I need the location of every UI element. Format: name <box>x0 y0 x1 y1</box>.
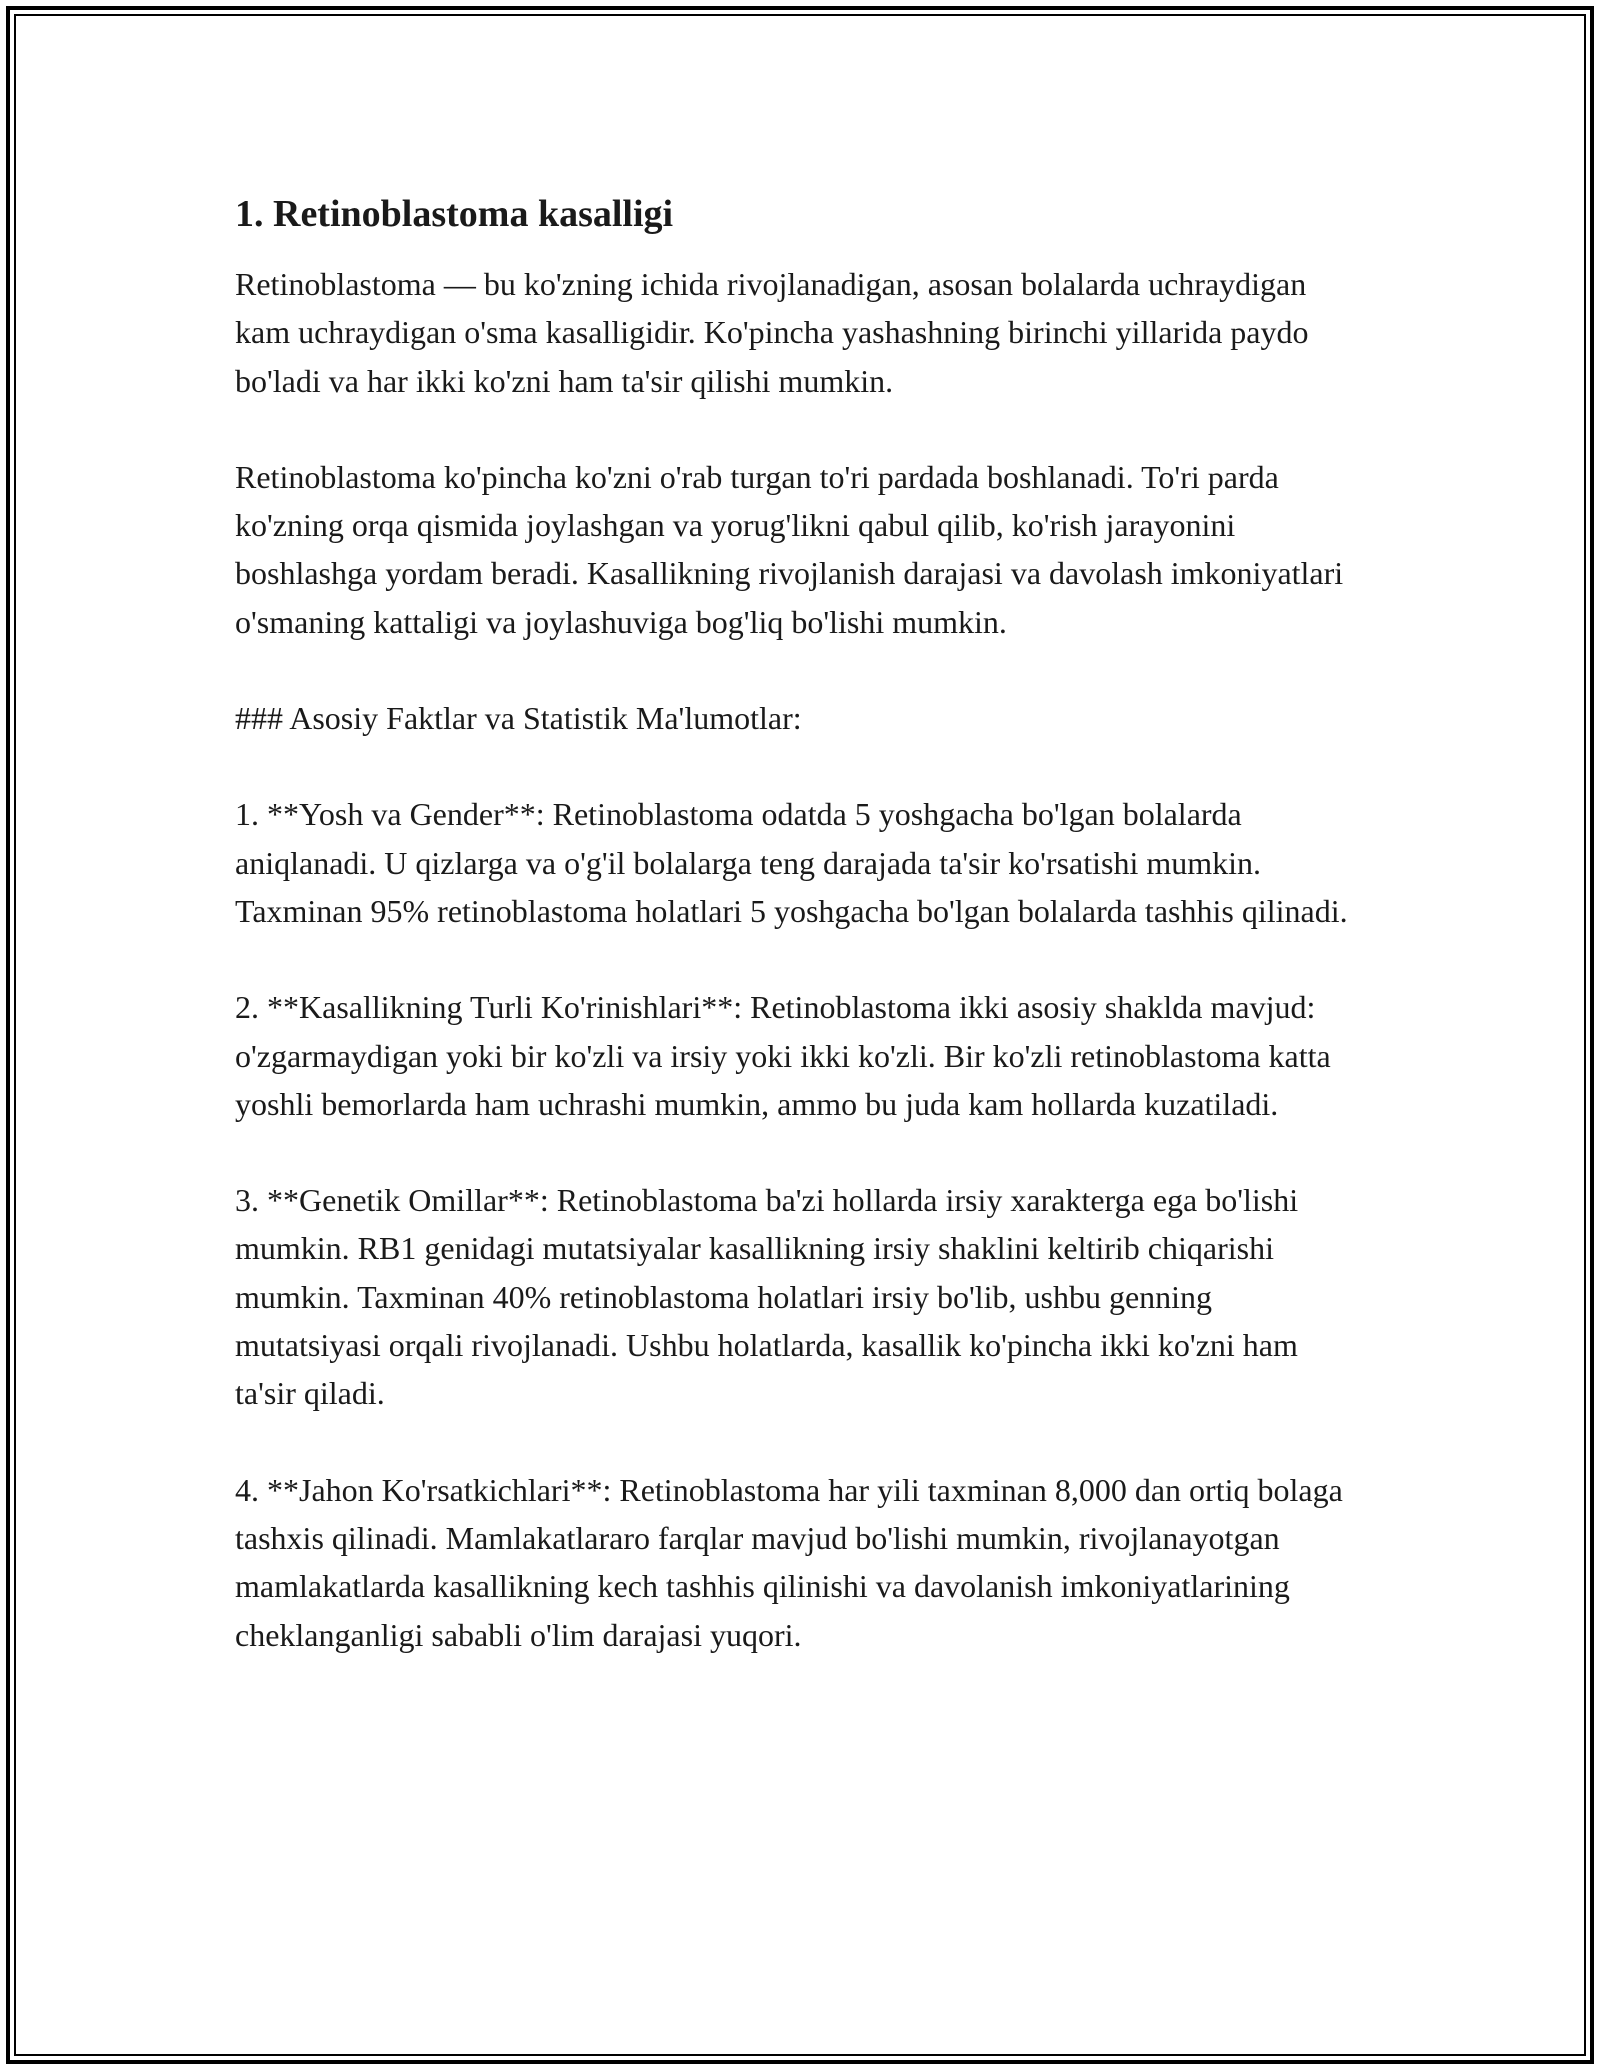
paragraph-retina: Retinoblastoma ko'pincha ko'zni o'rab turgan to'ri pardada boshlanadi. To'ri parda ko'zning orqa qismida joylashgan va yorug'likni qabul qilib, ko'rish jarayonini boshlashga yordam beradi. Kasallikning rivojlanish darajasi va davolash imkoniyatlari o'smaning kattaligi va joylashuviga bog'liq bo'lishi mumkin. <box>235 458 1344 640</box>
document-title: 1. Retinoblastoma kasalligi <box>235 193 674 235</box>
section-heading-facts: ### Asosiy Faktlar va Statistik Ma'lumotlar: <box>235 700 802 737</box>
list-item-disease-forms: 2. **Kasallikning Turli Ko'rinishlari**: Retinoblastoma ikki asosiy shaklda mavjud: o'zgarmaydigan yoki bir ko'zli va irsiy yoki ikki ko'zli. Bir ko'zli retinoblastoma katta yoshli bemorlarda ham uchrashi mumkin, ammo bu juda kam hollarda kuzatiladi. <box>235 989 1331 1122</box>
document-body <box>235 190 1365 1707</box>
list-item-age-gender: 1. **Yosh va Gender**: Retinoblastoma odatda 5 yoshgacha bo'lgan bolalarda aniqlanadi. U qizlarga va o'g'il bolalarga teng darajada ta'sir ko'rsatishi mumkin. Taxminan 95% retinoblastoma holatlari 5 yoshgacha bo'lgan bolalarda tashhis qilinadi. <box>235 796 1348 929</box>
list-item-genetic-factors: 3. **Genetik Omillar**: Retinoblastoma ba'zi hollarda irsiy xarakterga ega bo'lishi mumkin. RB1 genidagi mutatsiyalar kasallikning irsiy shaklini keltirib chiqarishi mumkin. Taxminan 40% retinoblastoma holatlari irsiy bo'lib, ushbu genning mutatsiyasi orqali rivojlanadi. Ushbu holatlarda, kasallik ko'pincha ikki ko'zni ham ta'sir qiladi. <box>235 1182 1299 1412</box>
list-item-world-statistics: 4. **Jahon Ko'rsatkichlari**: Retinoblastoma har yili taxminan 8,000 dan ortiq bolaga tashxis qilinadi. Mamlakatlararo farqlar mavjud bo'lishi mumkin, rivojlanayotgan mamlakatlarda kasallikning kech tashhis qilinishi va davolanish imkoniyatlarining cheklanganligi sababli o'lim darajasi yuqori. <box>235 1471 1343 1653</box>
paragraph-intro: Retinoblastoma — bu ko'zning ichida rivojlanadigan, asosan bolalarda uchraydigan kam uchraydigan o'sma kasalligidir. Ko'pincha yashashning birinchi yillarida paydo bo'ladi va har ikki ko'zni ham ta'sir qilishi mumkin. <box>235 266 1309 399</box>
